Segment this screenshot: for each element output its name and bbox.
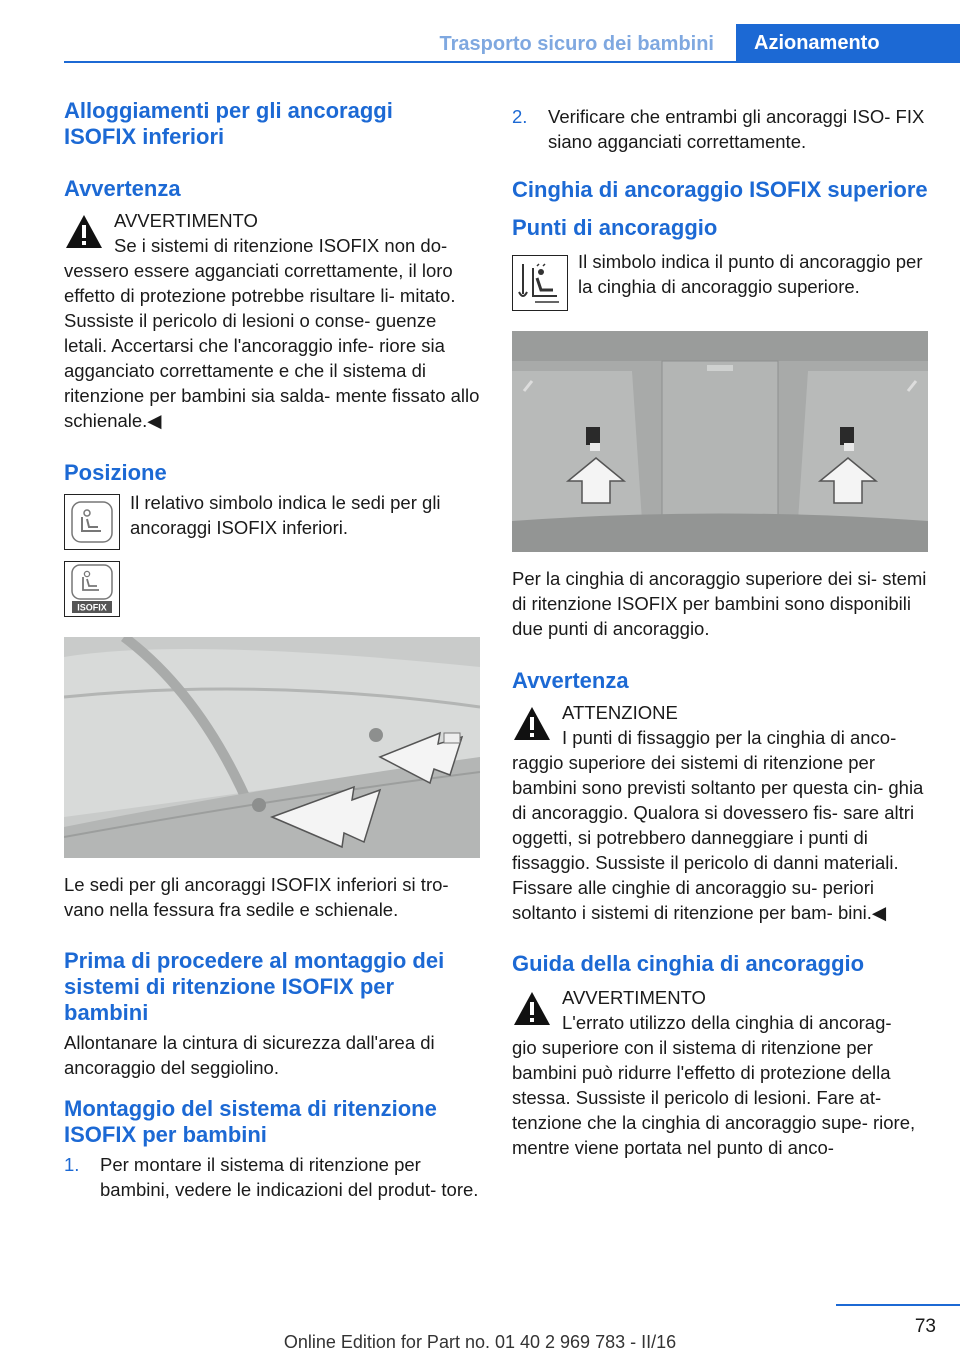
posizione-row — [64, 490, 480, 550]
montaggio-steps — [64, 1152, 480, 1202]
footer-edition: Online Edition for Part no. 01 40 2 969 783 - II/16 — [283, 1332, 677, 1352]
heading-avvertenza: Avvertenza — [64, 176, 181, 201]
top-tether-symbol-icon — [512, 255, 568, 311]
warning-title: AVVERTIMENTO — [114, 210, 258, 231]
isofix-label: ISOFIX — [77, 602, 107, 613]
warning-block-guida — [512, 985, 928, 1160]
heading-cinghia-superiore: Cinghia di ancoraggio ISOFIX superiore — [512, 177, 928, 202]
step-number: 1. — [64, 1154, 80, 1175]
warning-block-fissaggio — [512, 700, 928, 925]
heading-avvertenza-2: Avvertenza — [512, 668, 629, 693]
warning-triangle-icon — [512, 989, 552, 1029]
right-photo-caption: Per la cinghia di ancoraggio superiore dei si- stemi di ritenzione ISOFIX per bambini sono disponibili due punti di ancoraggio. — [512, 568, 927, 639]
warning-text-first-line: L'errato utilizzo della cinghia di ancorag- — [562, 1012, 892, 1033]
warning-text — [64, 233, 480, 433]
isofix-label-symbol-icon — [64, 561, 120, 617]
list-item — [64, 1152, 480, 1202]
heading-alloggiamenti: Alloggiamenti per gli ancoraggi ISOFIX inferiori — [64, 98, 393, 149]
punti-text: Il simbolo indica il punto di ancoraggio per la cinghia di ancoraggio superiore. — [578, 251, 923, 297]
isofix-seat-symbol-icon — [64, 494, 120, 550]
heading-montaggio: Montaggio del sistema di ritenzione ISOFIX per bambini — [64, 1096, 437, 1147]
photo-seat-isofix-mounts — [64, 637, 480, 858]
prima-text: Allontanare la cintura di sicurezza dall'area di ancoraggio del seggiolino. — [64, 1032, 435, 1078]
header-rule — [64, 61, 960, 63]
header-chapter-tab: Azionamento — [736, 24, 960, 62]
warning-triangle-icon — [64, 212, 104, 252]
list-item — [512, 104, 928, 154]
warning-block-isofix — [64, 208, 480, 433]
heading-punti-ancoraggio: Punti di ancoraggio — [512, 215, 718, 240]
warning-text — [512, 725, 928, 925]
step-text: Per montare il sistema di ritenzione per bambini, vedere le indicazioni del produt- tore. — [100, 1154, 479, 1200]
warning-text-first-line: I punti di fissaggio per la cinghia di anco- — [562, 727, 897, 748]
header-section-title: Trasporto sicuro dei bambini — [439, 33, 714, 55]
warning-text — [512, 1010, 928, 1160]
warning-title: AVVERTIMENTO — [562, 987, 706, 1008]
right-column — [512, 98, 928, 1160]
left-photo-caption: Le sedi per gli ancoraggi ISOFIX inferiori si tro- vano nella fessura fra sedile e schienale. — [64, 874, 449, 920]
step-text: Verificare che entrambi gli ancoraggi ISO- FIX siano agganciati correttamente. — [548, 106, 925, 152]
montaggio-steps-continued — [512, 104, 928, 154]
warning-text-rest: vessero essere agganciati correttamente, il loro effetto di protezione potrebbe risultare li- mitato. Sussiste il pericolo di lesioni o conse- guenze letali. Accertarsi che l'ancoraggio infe- riore sia agganciato correttamente e che il sistema di ritenzione per bambini sia salda- mente fissato allo schienale.◀ — [64, 260, 480, 431]
warning-title: ATTENZIONE — [562, 702, 678, 723]
heading-posizione: Posizione — [64, 460, 167, 485]
photo-top-tether-points — [512, 331, 928, 552]
left-column — [64, 98, 480, 1202]
punti-row — [512, 249, 928, 311]
warning-triangle-icon — [512, 704, 552, 744]
page-number: 73 — [914, 1316, 936, 1337]
heading-guida-cinghia: Guida della cinghia di ancoraggio — [512, 951, 865, 976]
warning-text-first-line: Se i sistemi di ritenzione ISOFIX non do- — [114, 235, 448, 256]
posizione-text: Il relativo simbolo indica le sedi per gli ancoraggi ISOFIX inferiori. — [130, 492, 441, 538]
warning-text-rest: raggio superiore dei sistemi di ritenzione per bambini sono previsti soltanto per questa cin- ghia di ancoraggio. Qualora si dovessero fis- sare altri oggetti, si potrebbero danneggiare i punti di fissaggio. Sussiste il pericolo di danni materiali. Fissare alle cinghie di ancoraggio su- periori soltanto i sistemi di ritenzione per bam- bini.◀ — [512, 752, 924, 923]
footer-rule — [836, 1304, 960, 1306]
heading-prima-montaggio: Prima di procedere al montaggio dei sistemi di ritenzione ISOFIX per bambini — [64, 948, 445, 1025]
warning-text-rest: gio superiore con il sistema di ritenzione per bambini può ridurre l'effetto di protezione della stessa. Sussiste il pericolo di lesioni. Fare at- tenzione che la cinghia di ancoraggio supe- riore, mentre viene portata nel punto di anco- — [512, 1037, 916, 1158]
step-number: 2. — [512, 106, 528, 127]
